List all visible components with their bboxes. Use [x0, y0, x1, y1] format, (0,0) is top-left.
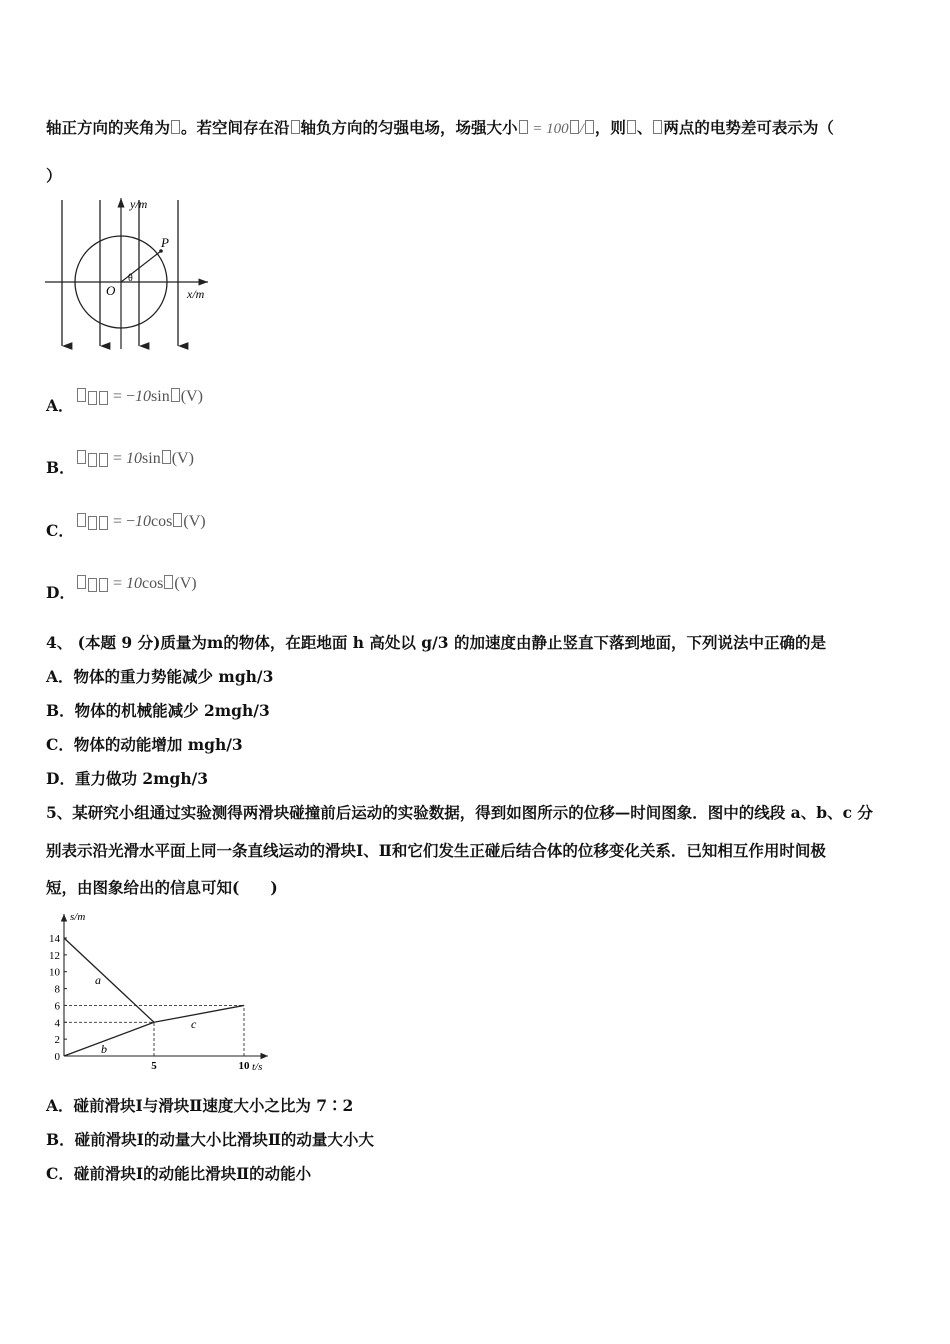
- series-label-c: c: [191, 1016, 197, 1031]
- y-tick-label: 0: [54, 1051, 60, 1063]
- q3-text-3: 轴负方向的匀强电场，场强大小: [300, 118, 518, 137]
- y-axis-label: y/m: [130, 197, 148, 211]
- series-a: [64, 938, 154, 1022]
- x-tick-label: 5: [151, 1060, 157, 1072]
- radius-op: [121, 251, 161, 282]
- q4-option-d: D．重力做功 2mgh/3: [46, 769, 209, 788]
- q3-option-a-label: A．: [46, 396, 74, 415]
- angle-label: θ: [128, 273, 133, 284]
- series-c: [154, 1005, 244, 1022]
- placeholder-glyph: [519, 120, 528, 134]
- q3-field-figure: [40, 194, 220, 354]
- q3-field-slash: /: [579, 121, 584, 137]
- placeholder-glyph: [585, 120, 594, 134]
- y-axis-label: s/m: [70, 911, 86, 923]
- y-tick-label: 2: [54, 1034, 60, 1047]
- q4-stem: 4、 (本题 9 分)质量为m的物体，在距地面 h 高处以 g/3 的加速度由静止竖直下落到地面，下列说法中正确的是: [46, 633, 826, 652]
- q3-option-c-label: C．: [46, 521, 74, 540]
- series-label-a: a: [95, 973, 101, 988]
- placeholder-glyph: [171, 120, 180, 134]
- y-tick-label: 12: [49, 949, 60, 962]
- q5-stem-line2: 别表示沿光滑水平面上同一条直线运动的滑块Ⅰ、Ⅱ和它们发生正碰后结合体的位移变化关系．已知相互作用时间极: [46, 841, 826, 860]
- x-axis-label: x/m: [187, 287, 205, 301]
- placeholder-glyph: [653, 120, 662, 134]
- y-tick-label: 14: [49, 933, 60, 945]
- q3-stem-line1: [46, 116, 834, 138]
- y-tick-label: 6: [54, 1000, 60, 1013]
- series-label-b: b: [101, 1042, 107, 1057]
- q5-stem-line1: 5、某研究小组通过实验测得两滑块碰撞前后运动的实验数据，得到如图所示的位移—时间图象．图中的线段 a、b、c 分: [46, 803, 873, 822]
- q3-option-b-formula: = 10sin (V): [76, 450, 194, 469]
- q5-option-b: B．碰前滑块Ⅰ的动量大小比滑块Ⅱ的动量大小大: [46, 1130, 374, 1149]
- origin-label: O: [106, 283, 116, 298]
- placeholder-glyph: [570, 120, 579, 134]
- q3-field-value: = 100: [528, 121, 569, 137]
- q5-option-a: A．碰前滑块Ⅰ与滑块Ⅱ速度大小之比为 7∶2: [46, 1096, 354, 1115]
- q3-option-c-formula: = −10cos (V): [76, 513, 206, 532]
- q4-option-c: C．物体的动能增加 mgh/3: [46, 735, 243, 754]
- placeholder-glyph: [627, 120, 636, 134]
- y-tick-label: 4: [54, 1017, 60, 1030]
- q5-st-chart: [40, 906, 280, 1076]
- x-axis-label: t/s: [252, 1061, 263, 1073]
- point-p-label: P: [161, 235, 169, 250]
- q3-text-4: ，则: [594, 118, 626, 137]
- q3-text-2: 。若空间存在沿: [181, 118, 290, 137]
- q3-text-1: 轴正方向的夹角为: [46, 118, 171, 137]
- q3-text-6: 两点的电势差可表示为（: [663, 118, 834, 137]
- q5-option-c: C．碰前滑块Ⅰ的动能比滑块Ⅱ的动能小: [46, 1164, 312, 1183]
- x-tick-label: 10: [238, 1060, 250, 1072]
- q3-option-a-formula: = −10sin (V): [76, 388, 203, 407]
- q4-option-b: B．物体的机械能减少 2mgh/3: [46, 701, 270, 720]
- q3-text-5: 、: [636, 118, 653, 137]
- q3-option-d-formula: = 10cos (V): [76, 575, 197, 594]
- y-tick-label: 10: [49, 966, 60, 979]
- q5-stem-line3: 短，由图象给出的信息可知( ): [46, 878, 278, 897]
- series-b: [64, 1022, 154, 1056]
- q3-option-d-label: D．: [46, 583, 75, 602]
- placeholder-glyph: [291, 120, 300, 134]
- q3-option-b-label: B．: [46, 458, 75, 477]
- y-tick-label: 8: [54, 983, 60, 996]
- q4-option-a: A．物体的重力势能减少 mgh/3: [46, 667, 274, 686]
- q3-stem-line2: ）: [46, 166, 62, 185]
